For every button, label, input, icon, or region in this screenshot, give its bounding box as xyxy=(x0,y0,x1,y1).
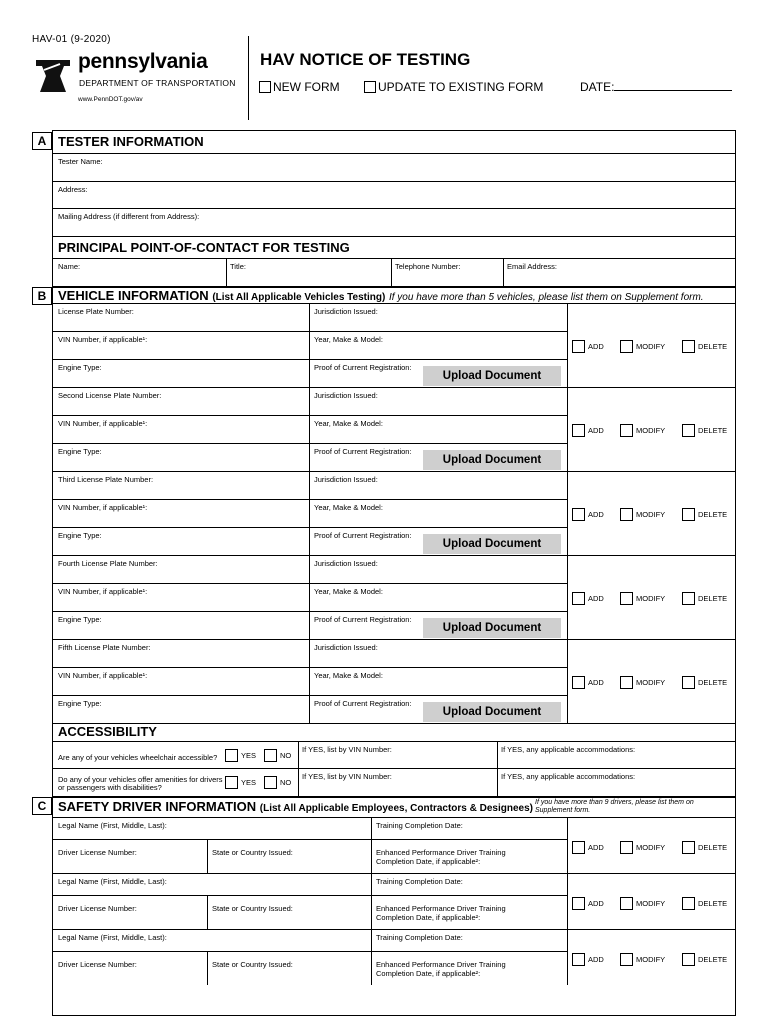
new-form-checkbox[interactable] xyxy=(259,81,271,93)
vehicle-3-action-sep xyxy=(567,471,568,555)
poc-phone-label[interactable]: Telephone Number: xyxy=(395,262,461,271)
vehicle-2-delete-label: DELETE xyxy=(698,426,728,435)
vehicle-5-action-sep xyxy=(567,639,568,723)
address-label[interactable]: Address: xyxy=(58,185,88,194)
section-b-title-text: VEHICLE INFORMATION xyxy=(58,288,209,303)
vehicle-2-upload-button[interactable]: Upload Document xyxy=(423,450,561,470)
driver-1-add[interactable] xyxy=(572,841,604,854)
vehicle-4-plate-label[interactable]: Fourth License Plate Number: xyxy=(58,559,158,568)
vehicle-2-row-line-1 xyxy=(52,415,568,416)
driver-2-action-sep xyxy=(567,873,568,929)
driver-3-col-sep-1 xyxy=(207,951,208,985)
section-b-subtitle: (List All Applicable Vehicles Testing) xyxy=(212,292,386,303)
vehicle-2-jurisdiction-label[interactable]: Jurisdiction Issued: xyxy=(314,391,378,400)
vehicle-1-add[interactable] xyxy=(572,340,604,353)
vehicle-4-block-line xyxy=(52,639,736,640)
vehicle-5-engine-label[interactable]: Engine Type: xyxy=(58,699,102,708)
vehicle-2-modify-checkbox[interactable] xyxy=(620,424,633,437)
vehicle-5-modify-checkbox[interactable] xyxy=(620,676,633,689)
driver-2-delete-checkbox[interactable] xyxy=(682,897,695,910)
amenities-no[interactable] xyxy=(264,776,291,789)
vehicle-4-add-checkbox[interactable] xyxy=(572,592,585,605)
vehicle-4-engine-label[interactable]: Engine Type: xyxy=(58,615,102,624)
vehicle-1-plate-label[interactable]: License Plate Number: xyxy=(58,307,134,316)
driver-2-training-date-label[interactable]: Training Completion Date: xyxy=(376,877,463,886)
amenities-accommodations-label[interactable]: If YES, any applicable accommodations: xyxy=(501,772,636,781)
update-form-label: UPDATE TO EXISTING FORM xyxy=(378,80,544,94)
section-c-title xyxy=(58,799,533,814)
vehicle-4-proof-label: Proof of Current Registration: xyxy=(314,615,412,624)
driver-2-modify-checkbox[interactable] xyxy=(620,897,633,910)
driver-3-delete-label: DELETE xyxy=(698,955,728,964)
section-b-letter: B xyxy=(32,287,52,305)
vehicle-3-delete[interactable] xyxy=(682,508,727,521)
vehicle-1-upload-button[interactable]: Upload Document xyxy=(423,366,561,386)
driver-2-delete[interactable] xyxy=(682,897,727,910)
section-b-note: If you have more than 5 vehicles, please list them on Supplement form. xyxy=(388,292,704,303)
vehicle-3-modify-checkbox[interactable] xyxy=(620,508,633,521)
driver-3-action-sep xyxy=(567,929,568,985)
vehicle-3-block-line xyxy=(52,555,736,556)
driver-1-license-label[interactable]: Driver License Number: xyxy=(58,848,137,857)
driver-1-action-sep xyxy=(567,817,568,873)
vehicle-4-row-line-2 xyxy=(52,611,568,612)
tester-name-label[interactable]: Tester Name: xyxy=(58,157,103,166)
driver-1-block-line xyxy=(52,873,736,874)
form-title: HAV NOTICE OF TESTING xyxy=(260,50,471,69)
vehicle-4-add-label: ADD xyxy=(588,594,604,603)
driver-2-col-sep-2 xyxy=(371,873,372,929)
vehicle-1-add-checkbox[interactable] xyxy=(572,340,585,353)
vehicle-2-action-sep xyxy=(567,387,568,471)
vehicle-5-add-label: ADD xyxy=(588,678,604,687)
amenities-yes-checkbox[interactable] xyxy=(225,776,238,789)
vehicle-3-add[interactable] xyxy=(572,508,604,521)
wheelchair-yes[interactable] xyxy=(225,749,256,762)
vehicle-2-modify[interactable] xyxy=(620,424,665,437)
amenities-yes[interactable] xyxy=(225,776,256,789)
logo-url[interactable]: www.PennDOT.gov/av xyxy=(78,96,143,103)
form-id: HAV-01 (9-2020) xyxy=(32,34,111,45)
vehicle-4-add[interactable] xyxy=(572,592,604,605)
amenities-no-checkbox[interactable] xyxy=(264,776,277,789)
vehicle-1-block-line xyxy=(52,387,736,388)
vehicle-3-delete-label: DELETE xyxy=(698,510,728,519)
vehicle-3-delete-checkbox[interactable] xyxy=(682,508,695,521)
vehicle-5-delete[interactable] xyxy=(682,676,727,689)
driver-1-state-label[interactable]: State or Country Issued: xyxy=(212,848,293,857)
accessibility-title: ACCESSIBILITY xyxy=(58,724,157,739)
vehicle-4-vin-label[interactable]: VIN Number, if applicable¹: xyxy=(58,587,148,596)
driver-1-modify[interactable] xyxy=(620,841,665,854)
driver-3-add-checkbox[interactable] xyxy=(572,953,585,966)
vehicle-5-col-sep xyxy=(309,639,310,723)
vehicle-5-proof-label: Proof of Current Registration: xyxy=(314,699,412,708)
wheelchair-question: Are any of your vehicles wheelchair accessible? xyxy=(58,753,218,762)
amenities-no-label: NO xyxy=(280,778,292,787)
driver-1-delete[interactable] xyxy=(682,841,727,854)
vehicle-1-row-line-1 xyxy=(52,331,568,332)
vehicle-3-proof-label: Proof of Current Registration: xyxy=(314,531,412,540)
date-input-line[interactable] xyxy=(614,80,732,91)
update-form-checkbox[interactable] xyxy=(364,81,376,93)
driver-1-delete-label: DELETE xyxy=(698,843,728,852)
driver-2-license-label[interactable]: Driver License Number: xyxy=(58,904,137,913)
vehicle-2-modify-label: MODIFY xyxy=(636,426,666,435)
new-form-option[interactable] xyxy=(259,80,340,94)
vehicle-1-proof-label: Proof of Current Registration: xyxy=(314,363,412,372)
update-form-option[interactable] xyxy=(364,80,543,94)
vehicle-3-vin-label[interactable]: VIN Number, if applicable¹: xyxy=(58,503,148,512)
vehicle-1-delete[interactable] xyxy=(682,340,727,353)
driver-2-add-checkbox[interactable] xyxy=(572,897,585,910)
poc-title-label[interactable]: Title: xyxy=(230,262,246,271)
vehicle-1-vin-label[interactable]: VIN Number, if applicable¹: xyxy=(58,335,148,344)
penndot-logo xyxy=(34,50,239,108)
driver-2-modify-label: MODIFY xyxy=(636,899,666,908)
vehicle-3-modify-label: MODIFY xyxy=(636,510,666,519)
vehicle-1-modify[interactable] xyxy=(620,340,665,353)
vehicle-3-row-line-1 xyxy=(52,499,568,500)
vehicle-2-engine-label[interactable]: Engine Type: xyxy=(58,447,102,456)
amenities-question-line2: or passengers with disabilities? xyxy=(58,783,162,792)
header-divider xyxy=(248,36,249,120)
vehicle-2-proof-label: Proof of Current Registration: xyxy=(314,447,412,456)
vehicle-4-delete-checkbox[interactable] xyxy=(682,592,695,605)
section-c-title-text: SAFETY DRIVER INFORMATION xyxy=(58,799,257,814)
section-a-letter: A xyxy=(32,132,52,150)
vehicle-1-modify-checkbox[interactable] xyxy=(620,340,633,353)
vehicle-3-col-sep xyxy=(309,471,310,555)
amenities-question-line1: Do any of your vehicles offer amenities for drivers xyxy=(58,775,223,784)
vehicle-3-add-checkbox[interactable] xyxy=(572,508,585,521)
driver-2-block-line xyxy=(52,929,736,930)
vehicle-5-year-make-model-label[interactable]: Year, Make & Model: xyxy=(314,671,383,680)
vehicle-2-add-label: ADD xyxy=(588,426,604,435)
vehicle-2-delete-checkbox[interactable] xyxy=(682,424,695,437)
vehicle-4-modify-checkbox[interactable] xyxy=(620,592,633,605)
driver-2-add-label: ADD xyxy=(588,899,604,908)
vehicle-1-delete-checkbox[interactable] xyxy=(682,340,695,353)
driver-3-legal-name-label[interactable]: Legal Name (First, Middle, Last): xyxy=(58,933,167,942)
driver-2-col-sep-1 xyxy=(207,895,208,929)
driver-3-enhanced-line1[interactable]: Enhanced Performance Driver Training xyxy=(376,960,506,969)
vehicle-4-col-sep xyxy=(309,555,310,639)
vehicle-1-action-sep xyxy=(567,303,568,387)
wheelchair-no-checkbox[interactable] xyxy=(264,749,277,762)
driver-3-add-label: ADD xyxy=(588,955,604,964)
vehicle-2-col-sep xyxy=(309,387,310,471)
vehicle-4-modify[interactable] xyxy=(620,592,665,605)
vehicle-2-delete[interactable] xyxy=(682,424,727,437)
driver-1-legal-name-label[interactable]: Legal Name (First, Middle, Last): xyxy=(58,821,167,830)
driver-3-state-label[interactable]: State or Country Issued: xyxy=(212,960,293,969)
vehicle-5-row-line-2 xyxy=(52,695,568,696)
vehicle-4-delete[interactable] xyxy=(682,592,727,605)
vehicle-3-jurisdiction-label[interactable]: Jurisdiction Issued: xyxy=(314,475,378,484)
driver-3-modify-checkbox[interactable] xyxy=(620,953,633,966)
amenities-vin-label[interactable]: If YES, list by VIN Number: xyxy=(302,772,392,781)
logo-name: pennsylvania xyxy=(78,50,208,73)
vehicle-5-jurisdiction-label[interactable]: Jurisdiction Issued: xyxy=(314,643,378,652)
vehicle-4-year-make-model-label[interactable]: Year, Make & Model: xyxy=(314,587,383,596)
date-field[interactable] xyxy=(580,80,732,94)
driver-3-license-label[interactable]: Driver License Number: xyxy=(58,960,137,969)
section-c-note: If you have more than 9 drivers, please list them on Supplement form. xyxy=(535,799,694,814)
vehicle-3-row-line-2 xyxy=(52,527,568,528)
poc-email-label[interactable]: Email Address: xyxy=(507,262,558,271)
vehicle-1-col-sep xyxy=(309,303,310,387)
vehicle-4-row-line-1 xyxy=(52,583,568,584)
vehicle-3-year-make-model-label[interactable]: Year, Make & Model: xyxy=(314,503,383,512)
driver-2-enhanced-line2[interactable]: Completion Date, if applicable²: xyxy=(376,913,481,922)
driver-3-modify[interactable] xyxy=(620,953,665,966)
vehicle-1-delete-label: DELETE xyxy=(698,342,728,351)
section-c-letter: C xyxy=(32,797,52,815)
driver-2-enhanced-line1[interactable]: Enhanced Performance Driver Training xyxy=(376,904,506,913)
vehicle-2-vin-label[interactable]: VIN Number, if applicable¹: xyxy=(58,419,148,428)
vehicle-1-modify-label: MODIFY xyxy=(636,342,666,351)
vehicle-3-engine-label[interactable]: Engine Type: xyxy=(58,531,102,540)
new-form-label: NEW FORM xyxy=(273,80,340,94)
vehicle-4-delete-label: DELETE xyxy=(698,594,728,603)
vehicle-2-year-make-model-label[interactable]: Year, Make & Model: xyxy=(314,419,383,428)
vehicle-1-jurisdiction-label[interactable]: Jurisdiction Issued: xyxy=(314,307,378,316)
driver-3-delete[interactable] xyxy=(682,953,727,966)
vehicle-1-add-label: ADD xyxy=(588,342,604,351)
vehicle-3-upload-button[interactable]: Upload Document xyxy=(423,534,561,554)
wheelchair-no-label: NO xyxy=(280,751,292,760)
vehicle-5-plate-label[interactable]: Fifth License Plate Number: xyxy=(58,643,151,652)
driver-1-training-date-label[interactable]: Training Completion Date: xyxy=(376,821,463,830)
driver-3-delete-checkbox[interactable] xyxy=(682,953,695,966)
vehicle-5-upload-button[interactable]: Upload Document xyxy=(423,702,561,722)
vehicle-2-row-line-2 xyxy=(52,443,568,444)
vehicle-3-plate-label[interactable]: Third License Plate Number: xyxy=(58,475,154,484)
vehicle-2-add-checkbox[interactable] xyxy=(572,424,585,437)
driver-2-row-line xyxy=(52,895,568,896)
vehicle-4-action-sep xyxy=(567,555,568,639)
section-b-title xyxy=(58,288,704,303)
driver-2-modify[interactable] xyxy=(620,897,665,910)
vehicle-4-upload-button[interactable]: Upload Document xyxy=(423,618,561,638)
vehicle-1-engine-label[interactable]: Engine Type: xyxy=(58,363,102,372)
driver-1-col-sep-2 xyxy=(371,817,372,873)
driver-1-col-sep-1 xyxy=(207,839,208,873)
driver-3-enhanced-line2[interactable]: Completion Date, if applicable²: xyxy=(376,969,481,978)
vehicle-5-row-line-1 xyxy=(52,667,568,668)
amenities-yes-label: YES xyxy=(241,778,257,787)
driver-1-enhanced-line1[interactable]: Enhanced Performance Driver Training xyxy=(376,848,506,857)
driver-3-row-line xyxy=(52,951,568,952)
vehicle-5-vin-label[interactable]: VIN Number, if applicable¹: xyxy=(58,671,148,680)
driver-2-delete-label: DELETE xyxy=(698,899,728,908)
vehicle-1-year-make-model-label[interactable]: Year, Make & Model: xyxy=(314,335,383,344)
driver-2-legal-name-label[interactable]: Legal Name (First, Middle, Last): xyxy=(58,877,167,886)
driver-1-modify-label: MODIFY xyxy=(636,843,666,852)
driver-1-enhanced-line2[interactable]: Completion Date, if applicable²: xyxy=(376,857,481,866)
vehicle-2-block-line xyxy=(52,471,736,472)
driver-1-add-checkbox[interactable] xyxy=(572,841,585,854)
vehicle-5-add-checkbox[interactable] xyxy=(572,676,585,689)
date-label: DATE: xyxy=(580,80,615,94)
vehicle-5-modify[interactable] xyxy=(620,676,665,689)
section-c-subtitle: (List All Applicable Employees, Contractors & Designees) xyxy=(259,803,533,814)
wheelchair-vin-label[interactable]: If YES, list by VIN Number: xyxy=(302,745,392,754)
vehicle-5-delete-checkbox[interactable] xyxy=(682,676,695,689)
vehicle-3-modify[interactable] xyxy=(620,508,665,521)
vehicle-4-jurisdiction-label[interactable]: Jurisdiction Issued: xyxy=(314,559,378,568)
vehicle-5-modify-label: MODIFY xyxy=(636,678,666,687)
keystone-logo-icon xyxy=(34,54,72,94)
poc-name-label[interactable]: Name: xyxy=(58,262,81,271)
driver-1-add-label: ADD xyxy=(588,843,604,852)
wheelchair-yes-label: YES xyxy=(241,751,257,760)
wheelchair-accommodations-label[interactable]: If YES, any applicable accommodations: xyxy=(501,745,636,754)
driver-1-row-line xyxy=(52,839,568,840)
driver-2-add[interactable] xyxy=(572,897,604,910)
driver-1-modify-checkbox[interactable] xyxy=(620,841,633,854)
driver-3-modify-label: MODIFY xyxy=(636,955,666,964)
logo-department: DEPARTMENT OF TRANSPORTATION xyxy=(79,78,236,88)
wheelchair-yes-checkbox[interactable] xyxy=(225,749,238,762)
section-a-title: TESTER INFORMATION xyxy=(58,134,204,149)
wheelchair-no[interactable] xyxy=(264,749,291,762)
driver-3-training-date-label[interactable]: Training Completion Date: xyxy=(376,933,463,942)
driver-3-col-sep-2 xyxy=(371,929,372,985)
vehicle-5-add[interactable] xyxy=(572,676,604,689)
vehicle-3-add-label: ADD xyxy=(588,510,604,519)
vehicle-1-row-line-2 xyxy=(52,359,568,360)
mailing-address-label[interactable]: Mailing Address (if different from Address): xyxy=(58,212,200,221)
vehicle-2-plate-label[interactable]: Second License Plate Number: xyxy=(58,391,162,400)
poc-title: PRINCIPAL POINT-OF-CONTACT FOR TESTING xyxy=(58,240,350,255)
vehicle-5-delete-label: DELETE xyxy=(698,678,728,687)
driver-1-delete-checkbox[interactable] xyxy=(682,841,695,854)
driver-2-state-label[interactable]: State or Country Issued: xyxy=(212,904,293,913)
vehicle-2-add[interactable] xyxy=(572,424,604,437)
vehicle-4-modify-label: MODIFY xyxy=(636,594,666,603)
driver-3-add[interactable] xyxy=(572,953,604,966)
